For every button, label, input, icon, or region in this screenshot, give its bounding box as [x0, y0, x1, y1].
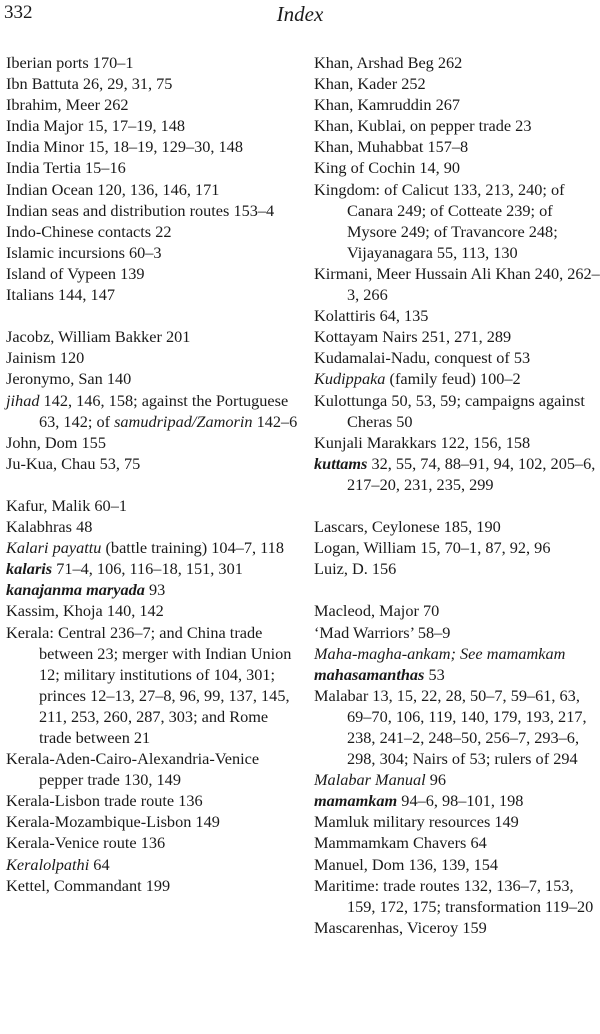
entry-text: Kunjali Marakkars 122, 156, 158: [314, 432, 531, 452]
entry-text: 53: [424, 664, 445, 684]
entry-text: Kalari payattu: [6, 538, 102, 558]
entry-text: Malabar Manual: [314, 770, 426, 790]
entry-text: Lascars, Ceylonese 185, 190: [314, 517, 501, 537]
index-entry: [314, 537, 600, 558]
index-entry: [314, 875, 600, 917]
entry-text: Ibn Battuta 26, 29, 31, 75: [6, 74, 173, 94]
entry-text: Manuel, Dom 136, 139, 154: [314, 854, 499, 874]
index-entry: [314, 600, 600, 621]
entry-text: Kerala-Aden-Cairo-Alexandria-Venice pepper trade 130, 149: [6, 749, 260, 790]
entry-text: Kulottunga 50, 53, 59; campaigns against Cheras 50: [314, 390, 585, 431]
entry-text: Iberian ports 170–1: [6, 53, 134, 72]
entry-text: Kingdom: of Calicut 133, 213, 240; of Canara 249; of Cotteate 239; of Mysore 249; of Travancore 248; Vijayanagara 55, 113, 130: [314, 179, 565, 262]
entry-text: Jeronymo, San 140: [6, 369, 132, 389]
letter-group-gap: [6, 305, 298, 326]
entry-text: Islamic incursions 60–3: [6, 242, 162, 262]
index-entry: [314, 516, 600, 537]
index-entry: [6, 52, 298, 73]
entry-text: Ibrahim, Meer 262: [6, 95, 129, 115]
index-entry: [314, 453, 600, 495]
index-entry: [314, 73, 600, 94]
entry-text: Jainism 120: [6, 348, 85, 368]
letter-group-gap: [314, 495, 600, 516]
entry-text: mamamkam: [314, 791, 398, 811]
index-entry: [6, 516, 298, 537]
entry-text: Logan, William 15, 70–1, 87, 92, 96: [314, 538, 551, 558]
entry-text: 71–4, 106, 116–18, 151, 301: [52, 559, 243, 579]
index-entry: [314, 811, 600, 832]
index-entry: [314, 769, 600, 790]
index-entry: [6, 875, 298, 896]
index-entry: [6, 811, 298, 832]
entry-text: (family feud) 100–2: [385, 369, 521, 389]
entry-text: India Minor 15, 18–19, 129–30, 148: [6, 137, 243, 157]
index-entry: [314, 917, 600, 938]
letter-group-gap: [6, 474, 298, 495]
entry-text: samudripad/Zamorin: [114, 411, 253, 431]
entry-text: Khan, Kamruddin 267: [314, 95, 461, 115]
entry-text: 32, 55, 74, 88–91, 94, 102, 205–6, 217–20, 231, 235, 299: [347, 453, 596, 494]
index-entry: [6, 200, 298, 221]
entry-text: India Tertia 15–16: [6, 158, 126, 178]
index-entry: [6, 748, 298, 790]
index-entry: [6, 263, 298, 284]
entry-text: Kafur, Malik 60–1: [6, 495, 127, 515]
entry-text: Kerala-Mozambique-Lisbon 149: [6, 812, 220, 832]
index-entry: [6, 832, 298, 853]
entry-text: kanajanma maryada: [6, 580, 145, 600]
index-entry: [314, 94, 600, 115]
entry-text: Kalabhras 48: [6, 517, 93, 537]
entry-text: Jacobz, William Bakker 201: [6, 327, 191, 347]
index-entry: [6, 242, 298, 263]
index-entry: [314, 305, 600, 326]
page-header: [0, 0, 600, 28]
entry-text: 64: [89, 854, 110, 874]
entry-text: Indo-Chinese contacts 22: [6, 221, 172, 241]
entry-text: kuttams: [314, 453, 368, 473]
index-entry: [6, 73, 298, 94]
index-entry: [6, 432, 298, 453]
index-entry: [6, 94, 298, 115]
index-entry: [314, 368, 600, 389]
index-entry: [6, 495, 298, 516]
index-entry: [6, 136, 298, 157]
entry-text: 93: [144, 580, 166, 600]
index-column-right: [314, 52, 600, 938]
running-title: Index: [276, 2, 324, 26]
index-entry: [314, 685, 600, 769]
entry-text: India Major 15, 17–19, 148: [6, 116, 186, 136]
index-entry: [6, 579, 298, 600]
index-entry: [6, 157, 298, 178]
entry-text: Keralolpathi: [6, 854, 90, 874]
index-entry: [314, 263, 600, 305]
index-entry: [6, 326, 298, 347]
index-entry: [314, 136, 600, 157]
entry-text: Island of Vypeen 139: [6, 263, 145, 283]
index-entry: [314, 622, 600, 643]
entry-text: 94–6, 98–101, 198: [397, 791, 524, 811]
entry-text: Khan, Muhabbat 157–8: [314, 137, 469, 157]
page-number: 332: [4, 2, 33, 23]
entry-text: Kottayam Nairs 251, 271, 289: [314, 327, 512, 347]
index-entry: [6, 790, 298, 811]
entry-text: Maritime: trade routes 132, 136–7, 153, 159, 172, 175; transformation 119–20: [314, 875, 594, 916]
index-entry: [314, 664, 600, 685]
index-entry: [6, 453, 298, 474]
index-entry: [314, 854, 600, 875]
index-entry: [314, 326, 600, 347]
entry-text: 96: [425, 770, 447, 790]
entry-text: Malabar 13, 15, 22, 28, 50–7, 59–61, 63, 69–70, 106, 119, 140, 179, 193, 217, 238, 241–2, 248–50, 256–7, 293–6, 298, 304; Nairs of 53; rulers of 294: [314, 685, 587, 769]
index-entry: [6, 115, 298, 136]
entry-text: (battle training) 104–7, 118: [101, 538, 284, 558]
entry-text: Maha-magha-ankam; See mamamkam: [314, 643, 566, 663]
index-entry: [6, 347, 298, 368]
index-entry: [6, 622, 298, 749]
entry-text: Kettel, Commandant 199: [6, 875, 171, 895]
entry-text: Kerala-Venice route 136: [6, 833, 166, 853]
index-entry: [6, 284, 298, 305]
entry-text: Khan, Kader 252: [314, 74, 426, 94]
entry-text: Kerala: Central 236–7; and China trade between 23; merger with Indian Union 12; military institutions of 104, 301; princes 12–13, 27–8, 96, 99, 137, 145, 211, 253, 260, 287, 303; and Rome trade between 21: [6, 622, 292, 747]
entry-text: Khan, Arshad Beg 262: [314, 53, 463, 72]
index-entry: [314, 790, 600, 811]
index-entry: [6, 368, 298, 389]
entry-text: Macleod, Major 70: [314, 601, 440, 621]
entry-text: Kudamalai-Nadu, conquest of 53: [314, 348, 531, 368]
index-entry: [314, 347, 600, 368]
entry-text: kalaris: [6, 559, 53, 579]
entry-text: ‘Mad Warriors’ 58–9: [314, 622, 451, 642]
index-entry: [314, 179, 600, 263]
entry-text: Mammamkam Chavers 64: [314, 833, 487, 853]
index-entry: [314, 832, 600, 853]
index-entry: [6, 390, 298, 432]
index-entry: [6, 537, 298, 558]
index-entry: [6, 600, 298, 621]
entry-text: Indian seas and distribution routes 153–4: [6, 200, 275, 220]
index-entry: [314, 390, 600, 432]
entry-text: Mascarenhas, Viceroy 159: [314, 917, 487, 937]
index-entry: [6, 221, 298, 242]
index-entry: [314, 558, 600, 579]
entry-text: Luiz, D. 156: [314, 559, 397, 579]
entry-text: 142–6: [252, 411, 298, 431]
entry-text: Kudippaka: [314, 369, 386, 389]
entry-text: Khan, Kublai, on pepper trade 23: [314, 116, 532, 136]
index-entry: [314, 157, 600, 178]
entry-text: Ju-Kua, Chau 53, 75: [6, 453, 141, 473]
entry-text: Kirmani, Meer Hussain Ali Khan 240, 262–3, 266: [314, 263, 600, 305]
entry-text: John, Dom 155: [6, 432, 106, 452]
entry-text: Kolattiris 64, 135: [314, 306, 429, 326]
entry-text: mahasamanthas: [314, 664, 425, 684]
entry-text: King of Cochin 14, 90: [314, 158, 461, 178]
index-entry: [314, 643, 600, 664]
entry-text: Kerala-Lisbon trade route 136: [6, 791, 203, 811]
entry-text: Mamluk military resources 149: [314, 812, 519, 832]
entry-text: Kassim, Khoja 140, 142: [6, 601, 164, 621]
index-entry: [6, 854, 298, 875]
index-entry: [314, 115, 600, 136]
entry-text: jihad: [6, 390, 40, 410]
letter-group-gap: [314, 579, 600, 600]
index-entry: [314, 432, 600, 453]
entry-text: Italians 144, 147: [6, 285, 115, 305]
index-entry: [6, 179, 298, 200]
index-column-left: [6, 52, 298, 896]
index-entry: [314, 52, 600, 73]
index-entry: [6, 558, 298, 579]
entry-text: Indian Ocean 120, 136, 146, 171: [6, 179, 220, 199]
entry-text: 142, 146, 158; against the Portuguese 63, 142; of: [39, 390, 289, 431]
